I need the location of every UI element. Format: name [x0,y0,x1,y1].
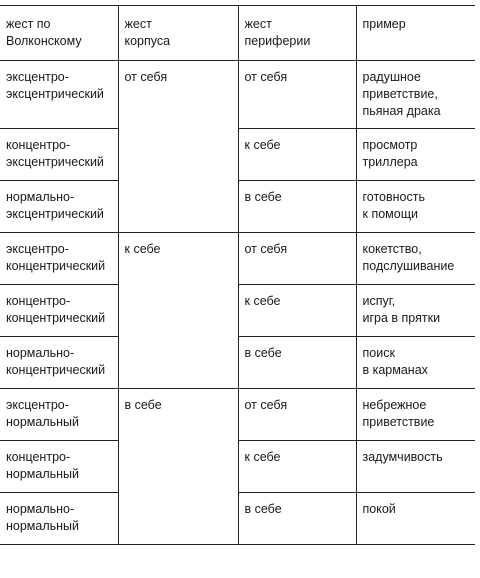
periphery-gesture: к себе [238,129,356,181]
example: покой [356,493,475,545]
example: просмотр триллера [356,129,475,181]
gesture-name: концентро- концентрический [0,285,118,337]
periphery-gesture: к себе [238,285,356,337]
periphery-gesture: к себе [238,441,356,493]
body-gesture: в себе [118,389,238,545]
gesture-name: нормально- концентрический [0,337,118,389]
example: небрежное приветствие [356,389,475,441]
example: готовность к помощи [356,181,475,233]
example: радушное приветствие, пьяная драка [356,61,475,129]
gesture-name: нормально- нормальный [0,493,118,545]
example: задумчивость [356,441,475,493]
example: кокетство, подслушивание [356,233,475,285]
header-body: жест корпуса [118,6,238,61]
table-row [0,61,475,129]
table-row [0,233,475,285]
table-row [0,493,475,545]
gesture-name: концентро- нормальный [0,441,118,493]
table-row [0,441,475,493]
example: поиск в карманах [356,337,475,389]
gesture-name: эксцентро- концентрический [0,233,118,285]
header-volkonsky: жест по Волконскому [0,6,118,61]
header-periphery: жест периферии [238,6,356,61]
periphery-gesture: в себе [238,337,356,389]
periphery-gesture: от себя [238,61,356,129]
periphery-gesture: от себя [238,389,356,441]
periphery-gesture: от себя [238,233,356,285]
table-row [0,337,475,389]
body-gesture: от себя [118,61,238,233]
gesture-name: концентро- эксцентрический [0,129,118,181]
gesture-name: эксцентро- эксцентрический [0,61,118,129]
periphery-gesture: в себе [238,493,356,545]
table-row [0,181,475,233]
table-row [0,129,475,181]
body-gesture: к себе [118,233,238,389]
gesture-table [0,5,475,545]
gesture-name: нормально- эксцентрический [0,181,118,233]
gesture-name: эксцентро- нормальный [0,389,118,441]
example: испуг, игра в прятки [356,285,475,337]
table-row [0,389,475,441]
table-row [0,285,475,337]
periphery-gesture: в себе [238,181,356,233]
header-example: пример [356,6,475,61]
header-row [0,6,475,61]
